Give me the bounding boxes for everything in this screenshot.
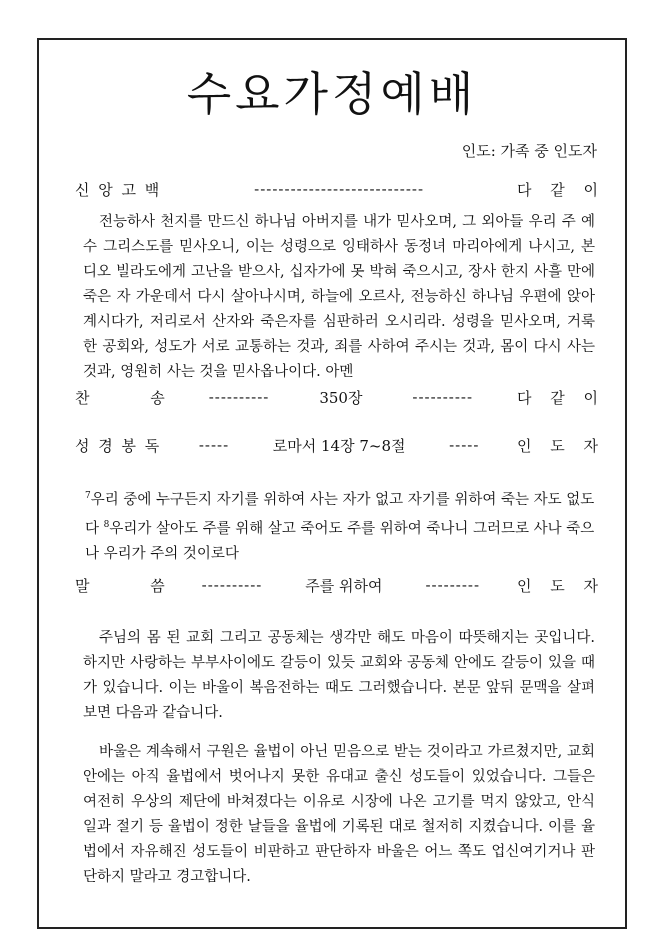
verse-8-number: 8 [103, 520, 110, 530]
hymn-header [75, 386, 598, 408]
creed-text: 전능하사 천지를 만드신 하나님 아버지를 내가 믿사오며, 그 외아들 우리 주 예수 그리스도를 믿사오니, 이는 성령으로 잉태하사 동정녀 마리아에게 나시고, 본디오 빌라도에게 고난을 받으사, 십자가에 못 박혀 죽으시고, 장사 한지 사흘 만에 죽은 자 가운데서 다시 살아나시며, 하늘에 오르사, 전능하신 하나님 우편에 앉아 계시다가, 저리로서 산자와 죽은자를 심판하러 오시리라. 성령을 믿사오며, 거룩한 공회와, 성도가 서로 교통하는 것과, 죄를 사하여 주시는 것과, 몸이 다시 사는 것과, 영원히 사는 것을 믿사옵나이다. 아멘 [83, 214, 595, 380]
hymn-dashes-left: ---------- [208, 388, 270, 406]
verse-8: 우리가 살아도 주를 위해 살고 죽어도 주를 위하여 죽나니 그러므로 사나 죽으나 우리가 주의 것이로다 [85, 521, 595, 562]
leader-line: 인도: 가족 중 인도자 [461, 142, 597, 160]
creed-dashes: ---------------------------- [254, 180, 425, 198]
sermon-title: 주를 위하여 [305, 576, 383, 595]
hymn-dashes-right: ---------- [412, 388, 474, 406]
reading-passage: 로마서 14장 7~8절 [272, 436, 406, 455]
sermon-performer: 인 도 자 [517, 576, 599, 595]
hymn-performer: 다 같 이 [517, 388, 599, 407]
sermon-paragraph-1: 주님의 몸 된 교회 그리고 공동체는 생각만 해도 마음이 따뜻해지는 곳입니다. 하지만 사랑하는 부부사이에도 갈등이 있듯 교회와 공동체 안에도 갈등이 있을 때가 있습니다. 이는 바울이 복음전하는 때도 그러했습니다. 본문 앞뒤 문맥을 살펴보면 다음과 같습니다. [83, 630, 595, 721]
reading-header [75, 434, 598, 456]
sermon-dashes-right: --------- [425, 576, 481, 594]
document-page [37, 38, 627, 929]
reading-label: 성 경 봉 독 [75, 436, 162, 455]
reading-dashes-right: ----- [449, 436, 480, 454]
creed-header [75, 178, 598, 200]
verse-7: 우리 중에 누구든지 자기를 위하여 사는 자가 없고 자기를 위하여 죽는 자도 없도다 [85, 492, 595, 537]
creed-performer: 다 같 이 [516, 180, 598, 199]
sermon-dashes-left: ---------- [201, 576, 263, 594]
creed-label: 신 앙 고 백 [75, 180, 162, 199]
scripture-text [85, 484, 595, 567]
reading-performer: 인 도 자 [517, 436, 599, 455]
hymn-label: 찬 송 [75, 388, 165, 407]
sermon-paragraph-2: 바울은 계속해서 구원은 율법이 아닌 믿음으로 받는 것이라고 가르쳤지만, 교회 안에는 아직 율법에서 벗어나지 못한 유대교 출신 성도들이 있었습니다. 그들은 여전히 우상의 제단에 바쳐졌다는 이유로 시장에 나온 고기를 먹지 않았고, 안식일과 절기 등 율법이 정한 날들을 율법에 기록된 대로 철저히 지켰습니다. 이를 율법에서 자유해진 성도들이 비판하고 판단하자 바울은 어느 쪽도 업신여기거나 판단하지 말라고 경고합니다. [83, 744, 595, 885]
reading-dashes-left: ----- [198, 436, 230, 454]
verse-7-number: 7 [85, 491, 91, 501]
page-title: 수요가정예배 [186, 67, 478, 121]
sermon-header [75, 574, 598, 596]
sermon-label: 말 씀 [75, 576, 165, 595]
hymn-number: 350장 [319, 388, 363, 407]
